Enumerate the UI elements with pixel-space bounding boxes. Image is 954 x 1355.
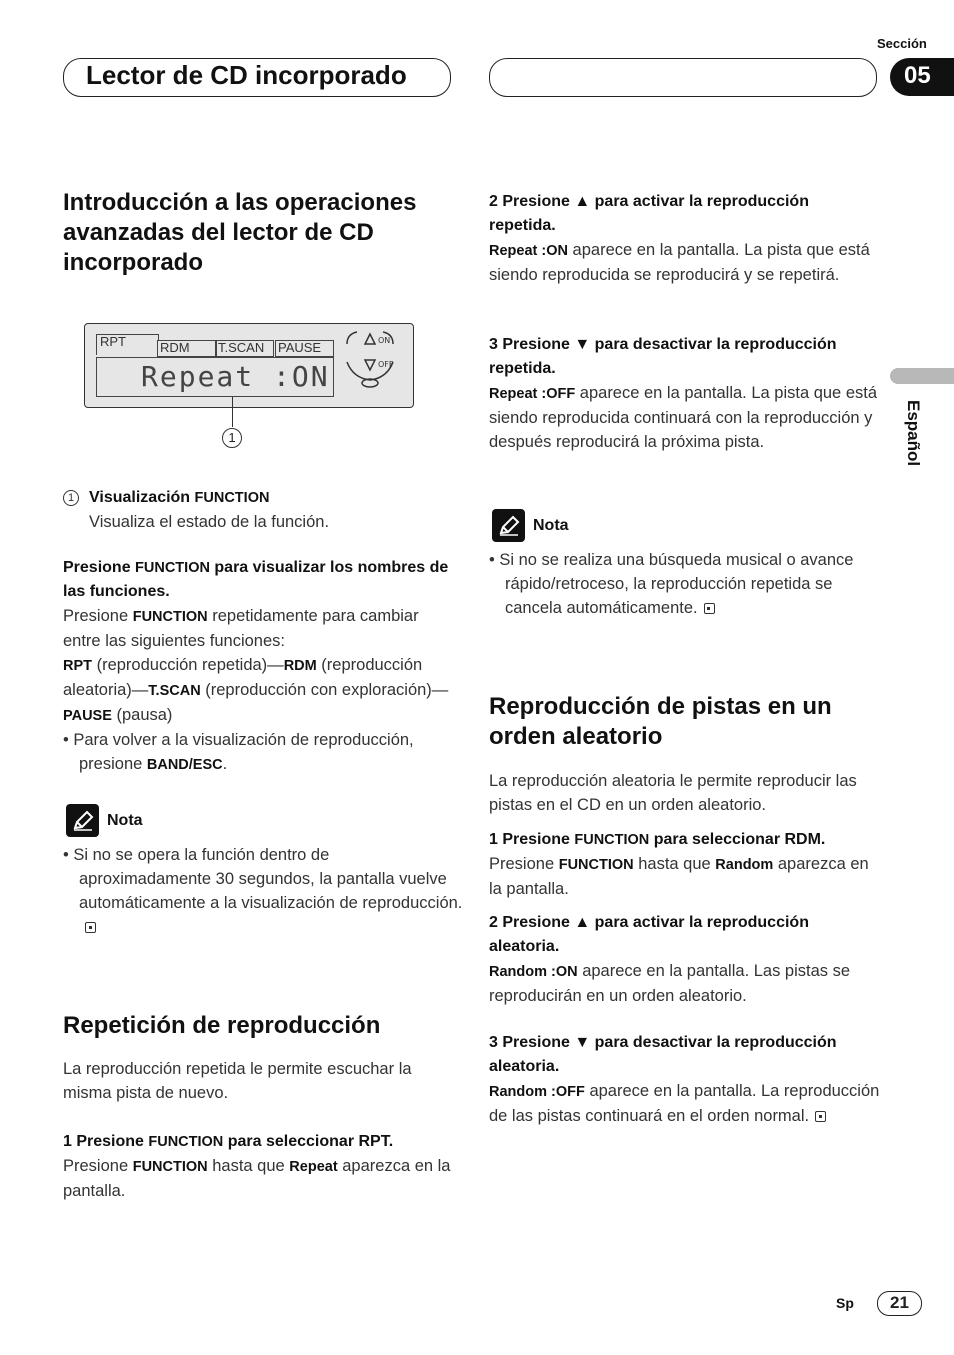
random-step-3 <box>489 1031 881 1128</box>
display-indicator-rpt: RPT <box>96 334 159 355</box>
random-step-3-text: aparece en la pantalla. La reproducción de las pistas continuará en el orden normal. <box>489 1082 880 1125</box>
repeat-step-1-heading-end: para seleccionar RPT. <box>223 1133 394 1150</box>
random-step-1 <box>489 828 881 901</box>
nota-2-text <box>489 548 875 620</box>
nota-1-label: Nota <box>107 811 143 829</box>
random-step-2-text: aparece en la pantalla. Las pistas se reproducirán en un orden aleatorio. <box>489 962 851 1005</box>
press-function-block <box>63 556 455 777</box>
legend-number: 1 <box>63 490 79 506</box>
legend-item <box>63 485 453 534</box>
repeat-off-keyword: Repeat :OFF <box>489 386 576 402</box>
press-function-text-end: repetidamente para cambiar entre las siguientes funciones: <box>63 607 419 650</box>
repeat-step-3-text: aparece en la pantalla. La pista que está siendo reproducida continuará con la reproducción y después reproducirá la próxima pista. <box>489 384 878 451</box>
pencil-note-icon <box>66 804 99 837</box>
press-function-text-keyword: FUNCTION <box>132 609 208 625</box>
legend-title: Visualización <box>89 489 195 506</box>
random-step-1-text: Presione <box>489 855 559 873</box>
function-pause-desc: (pausa) <box>111 706 173 724</box>
section-label: Sección <box>877 36 927 51</box>
repeat-step-1-keyword: FUNCTION <box>148 1134 224 1150</box>
nota-2-bullet: • Si no se realiza una búsqueda musical o avance rápido/retroceso, la reproducción repetida se cancela automáticamente. <box>489 551 854 617</box>
intro-heading: Introducción a las operaciones avanzadas del lector de CD incorporado <box>63 189 417 276</box>
function-rpt-desc: (reproducción repetida)— <box>92 656 284 674</box>
legend-keyword: FUNCTION <box>194 490 270 506</box>
repeat-step-3-heading: 3 Presione ▼ para desactivar la reproducción repetida. <box>489 336 837 377</box>
random-step-1-function-kw: FUNCTION <box>558 857 634 873</box>
repeat-step-2-text: aparece en la pantalla. La pista que está siendo reproducida se reproducirá y se repetirá. <box>489 241 870 284</box>
band-esc-keyword: BAND/ESC <box>146 757 223 773</box>
display-indicator-rdm: RDM <box>157 340 216 357</box>
return-bullet-end: . <box>222 755 228 773</box>
nota-1-bullet: • Si no se opera la función dentro de aproximadamente 30 segundos, la pantalla vuelve automáticamente a la visualización de reproducción. <box>63 846 463 912</box>
press-function-heading: Presione <box>63 559 136 576</box>
display-indicator-pause: PAUSE <box>275 340 334 357</box>
press-function-keyword: FUNCTION <box>135 560 210 576</box>
display-main-text: Repeat :ON <box>96 357 334 397</box>
nota-1 <box>66 804 143 837</box>
repeat-step-1-heading: 1 Presione <box>63 1133 149 1150</box>
random-step-1-heading-end: para seleccionar RDM. <box>649 831 826 848</box>
repeat-step-1-text-mid: hasta que <box>207 1157 290 1175</box>
random-step-1-random-kw: Random <box>715 857 774 873</box>
function-tscan-desc: (reproducción con exploración)— <box>200 681 449 699</box>
function-rdm-desc: (reproducción aleatoria)— <box>63 656 423 699</box>
random-intro: La reproducción aleatoria le permite reproducir las pistas en el CD en un orden aleatorio. <box>489 772 857 814</box>
repeat-step-2-heading: 2 Presione ▲ para activar la reproducción repetida. <box>489 193 809 234</box>
repeat-step-3 <box>489 333 879 454</box>
function-rdm: RDM <box>283 658 317 674</box>
footer-language: Sp <box>836 1295 854 1311</box>
function-list <box>63 653 455 728</box>
repeat-step-1-repeat-kw: Repeat <box>289 1159 338 1175</box>
nota-2-label: Nota <box>533 516 569 534</box>
random-step-2 <box>489 911 881 1008</box>
press-function-text: Presione <box>63 607 133 625</box>
random-heading: Reproducción de pistas en un orden aleatorio <box>489 693 832 750</box>
repeat-step-1-text: Presione <box>63 1157 133 1175</box>
header-blank-frame <box>489 58 877 97</box>
end-mark-icon <box>815 1111 826 1122</box>
random-step-1-heading: 1 Presione <box>489 831 575 848</box>
random-off-keyword: Random :OFF <box>489 1084 585 1100</box>
function-pause: PAUSE <box>63 708 112 724</box>
language-tab <box>890 368 954 384</box>
repeat-heading: Repetición de reproducción <box>63 1012 381 1039</box>
function-tscan: T.SCAN <box>148 683 201 699</box>
end-mark-icon <box>704 603 715 614</box>
section-number: 05 <box>890 58 954 96</box>
end-mark-icon <box>85 922 96 933</box>
language-label: Español <box>904 400 923 467</box>
callout-line <box>232 397 233 427</box>
repeat-step-1-text-end: aparezca en la pantalla. <box>63 1157 451 1200</box>
random-step-1-text-mid: hasta que <box>633 855 716 873</box>
legend-description: Visualiza el estado de la función. <box>89 513 330 531</box>
repeat-step-2 <box>489 190 879 287</box>
function-rpt: RPT <box>63 658 92 674</box>
function-display-illustration <box>84 323 414 408</box>
nota-2 <box>492 509 569 542</box>
display-indicator-tscan: T.SCAN <box>216 340 274 357</box>
press-function-heading-end: para visualizar los nombres de las funciones. <box>63 559 449 600</box>
display-on-label: ON <box>378 336 391 345</box>
random-on-keyword: Random :ON <box>489 964 578 980</box>
callout-number: 1 <box>222 428 242 448</box>
return-bullet-text: • Para volver a la visualización de reproducción, presione <box>63 731 414 773</box>
random-step-1-text-end: aparezca en la pantalla. <box>489 855 869 898</box>
repeat-on-keyword: Repeat :ON <box>489 243 568 259</box>
page-number: 21 <box>877 1291 922 1316</box>
display-off-label: OFF <box>378 360 394 369</box>
repeat-step-1 <box>63 1130 455 1203</box>
nota-1-text <box>63 843 464 939</box>
repeat-step-1-function-kw: FUNCTION <box>132 1159 208 1175</box>
repeat-intro: La reproducción repetida le permite escuchar la misma pista de nuevo. <box>63 1060 412 1102</box>
up-down-arrows-icon <box>343 328 403 400</box>
pencil-note-icon <box>492 509 525 542</box>
random-step-2-heading: 2 Presione ▲ para activar la reproducción aleatoria. <box>489 914 809 955</box>
return-bullet <box>63 728 455 777</box>
random-step-3-heading: 3 Presione ▼ para desactivar la reproducción aleatoria. <box>489 1034 837 1075</box>
header-title: Lector de CD incorporado <box>86 60 407 90</box>
random-step-1-keyword: FUNCTION <box>574 832 650 848</box>
